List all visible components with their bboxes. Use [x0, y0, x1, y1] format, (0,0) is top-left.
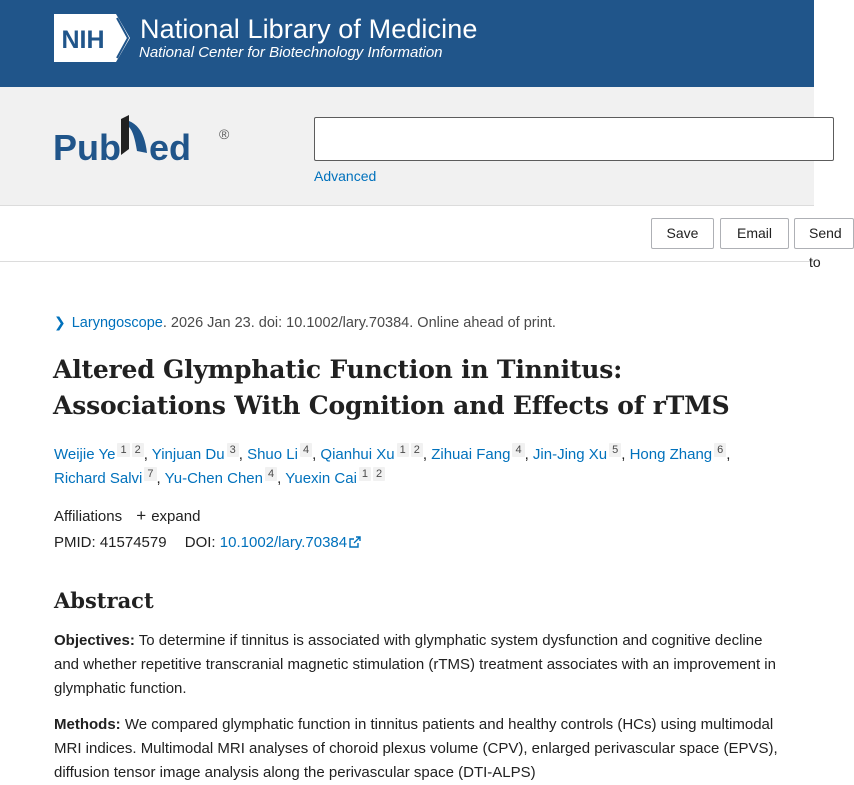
objectives-text: To determine if tinnitus is associated with glymphatic system dysfunction and cognitive decline and whether repetitive transcranial magnetic stimulation (rTMS) treatment associates with an improvement in glymphatic function. — [54, 632, 776, 697]
author-separator: , — [524, 446, 533, 463]
author-separator: , — [143, 446, 152, 463]
search-input[interactable] — [314, 117, 834, 161]
affiliation-number[interactable]: 1 — [359, 467, 371, 481]
author-link[interactable]: Yu-Chen Chen — [164, 470, 263, 487]
author-link[interactable]: Qianhui Xu — [320, 446, 395, 463]
authors-list — [54, 443, 794, 491]
author-link[interactable]: Hong Zhang — [629, 446, 713, 463]
svg-text:Pub: Pub — [53, 127, 121, 168]
nih-title[interactable]: National Library of Medicine — [140, 14, 478, 44]
affiliation-number[interactable]: 2 — [373, 467, 385, 481]
article-title: Altered Glymphatic Function in Tinnitus: Associations With Cognition and Effects of rTMS — [53, 355, 730, 420]
author-separator: , — [621, 446, 630, 463]
affiliation-number[interactable]: 4 — [300, 443, 312, 457]
affiliation-number[interactable]: 4 — [512, 443, 524, 457]
svg-text:ed: ed — [149, 127, 192, 168]
author-separator: , — [726, 446, 731, 463]
affiliation-number[interactable]: 4 — [265, 467, 277, 481]
pubmed-logo[interactable] — [53, 113, 238, 173]
author-link[interactable]: Jin-Jing Xu — [532, 446, 608, 463]
author-separator: , — [422, 446, 432, 463]
affiliation-number[interactable]: 6 — [714, 443, 726, 457]
action-bar — [0, 206, 842, 270]
external-link-icon — [349, 536, 361, 548]
expand-label: expand — [151, 508, 201, 525]
nih-logo[interactable] — [54, 14, 130, 62]
svg-text:®: ® — [219, 126, 230, 142]
nih-subtitle: National Center for Biotechnology Information — [139, 44, 443, 61]
affiliation-number[interactable]: 2 — [411, 443, 423, 457]
save-button[interactable]: Save — [651, 218, 714, 249]
email-button[interactable]: Email — [720, 218, 789, 249]
nih-banner — [0, 0, 814, 87]
author-separator: , — [156, 470, 165, 487]
citation-text: . 2026 Jan 23. doi: 10.1002/lary.70384. Online ahead of print. — [162, 315, 556, 331]
author-link[interactable]: Shuo Li — [247, 446, 298, 463]
affiliation-number[interactable]: 5 — [609, 443, 621, 457]
doi-value: 10.1002/lary.70384 — [219, 534, 348, 551]
abstract-objectives — [54, 629, 784, 701]
affiliation-number[interactable]: 2 — [132, 443, 144, 457]
author-separator: , — [312, 446, 321, 463]
abstract-methods — [54, 713, 784, 785]
author-link[interactable]: Zihuai Fang — [431, 446, 511, 463]
author-link[interactable]: Yinjuan Du — [151, 446, 225, 463]
affiliations-expand-button[interactable] — [136, 508, 200, 525]
objectives-label: Objectives: — [54, 632, 135, 649]
affiliations-label: Affiliations — [54, 508, 123, 525]
author-link[interactable]: Weijie Ye — [54, 446, 116, 463]
abstract-heading: Abstract — [54, 588, 154, 613]
doi-link[interactable] — [220, 534, 361, 551]
affiliation-number[interactable]: 1 — [397, 443, 409, 457]
journal-link[interactable]: Laryngoscope — [71, 315, 163, 331]
affiliations-row — [54, 506, 200, 526]
methods-text: We compared glymphatic function in tinnitus patients and healthy controls (HCs) using multimodal MRI indices. Multimodal MRI analyses of choroid plexus volume (CPV), enlarged perivascular space (EPVS), diffusion tensor image analysis along the perivascular space (DTI-ALPS) — [54, 716, 778, 781]
author-link[interactable]: Richard Salvi — [54, 470, 143, 487]
plus-icon: + — [136, 506, 147, 525]
author-separator: , — [238, 446, 248, 463]
affiliation-number[interactable]: 3 — [227, 443, 239, 457]
pmid-value: 41574579 — [99, 534, 167, 551]
affiliation-number[interactable]: 1 — [117, 443, 129, 457]
pmid-label: PMID: — [54, 534, 96, 551]
author-link[interactable]: Yuexin Cai — [285, 470, 357, 487]
chevron-right-icon: ❯ — [54, 314, 66, 330]
nih-logo-text: NIH — [61, 26, 105, 54]
identifiers-row — [54, 534, 361, 551]
send-to-button[interactable]: Send to — [794, 218, 854, 249]
affiliation-number[interactable]: 7 — [144, 467, 156, 481]
methods-label: Methods: — [54, 716, 121, 733]
search-header — [0, 87, 814, 206]
advanced-search-link[interactable]: Advanced — [314, 168, 377, 184]
author-separator: , — [277, 470, 286, 487]
doi-label: DOI: — [184, 534, 216, 551]
journal-citation — [54, 314, 556, 331]
